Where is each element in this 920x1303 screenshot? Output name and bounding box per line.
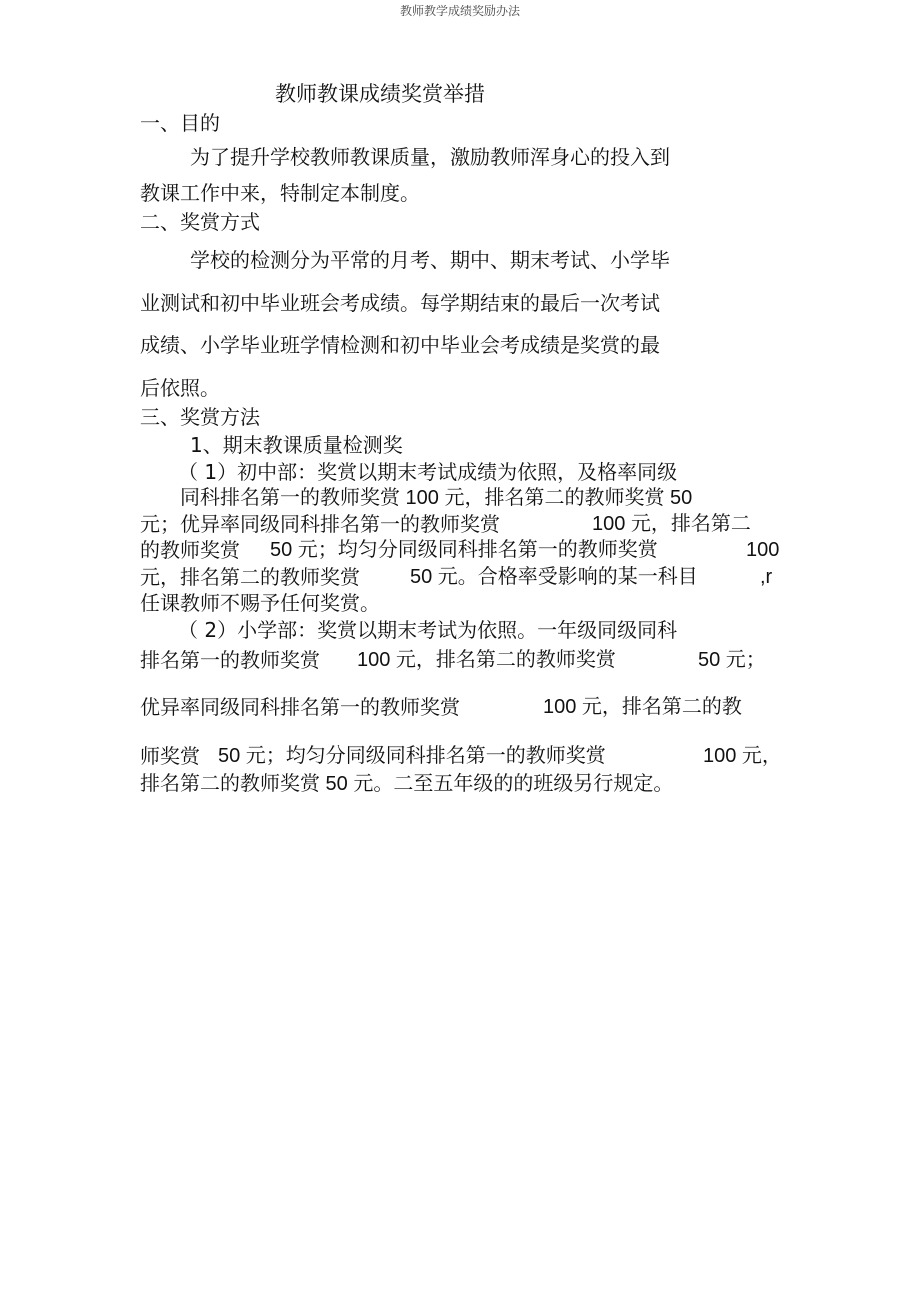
subsection-label: 1、期末教课质量检测奖 — [190, 433, 403, 457]
section-heading-rules: 三、奖赏方法 — [140, 405, 260, 429]
paragraph-line: 业测试和初中毕业班会考成绩。每学期结束的最后一次考试 — [140, 291, 660, 315]
paragraph-line-part: ,r — [760, 566, 773, 588]
paragraph-line-part: 师奖赏 — [140, 744, 200, 768]
paragraph-line-part: 50 元； — [698, 649, 766, 671]
paragraph-line-part: 50 元。合格率受影响的某一科目 — [410, 566, 698, 588]
document-title: 教师教课成绩奖赏举措 — [275, 82, 485, 106]
paragraph-line: 同科排名第一的教师奖赏 100 元，排名第二的教师奖赏 50 — [180, 487, 693, 509]
paragraph-line: （ 2）小学部：奖赏以期末考试为依照。一年级同级同科 — [178, 618, 678, 642]
paragraph-line-part: 100 元， — [703, 745, 782, 767]
paragraph-line-part: 50 元；均匀分同级同科排名第一的教师奖赏 — [270, 539, 658, 561]
paragraph-line-part: 50 元；均匀分同级同科排名第一的教师奖赏 — [218, 745, 606, 767]
paragraph-line: 任课教师不赐予任何奖赏。 — [140, 591, 380, 615]
paragraph-line-part: 的教师奖赏 — [140, 538, 240, 562]
paragraph-line-part: 100 元，排名第二的教 — [543, 696, 742, 718]
paragraph-line-part: 排名第一的教师奖赏 — [140, 648, 320, 672]
paragraph-line-part: 元，排名第二的教师奖赏 — [140, 565, 360, 589]
paragraph-line-part: 优异率同级同科排名第一的教师奖赏 — [140, 695, 460, 719]
section-heading-method: 二、奖赏方式 — [140, 210, 260, 234]
paragraph-line: 后依照。 — [140, 376, 220, 400]
paragraph-line: 为了提升学校教师教课质量，激励教师浑身心的投入到 — [190, 145, 670, 169]
paragraph-line: （ 1）初中部：奖赏以期末考试成绩为依照，及格率同级 — [178, 460, 678, 484]
running-header: 教师教学成绩奖励办法 — [399, 4, 520, 18]
paragraph-line: 排名第二的教师奖赏 50 元。二至五年级的的班级另行规定。 — [140, 773, 674, 795]
paragraph-line: 成绩、小学毕业班学情检测和初中毕业会考成绩是奖赏的最 — [140, 333, 660, 357]
paragraph-line-part: 100 — [746, 539, 780, 561]
paragraph-line-part: 元；优异率同级同科排名第一的教师奖赏 — [140, 512, 500, 536]
paragraph-line: 学校的检测分为平常的月考、期中、期末考试、小学毕 — [190, 248, 670, 272]
paragraph-line-part: 100 元，排名第二 — [592, 513, 751, 535]
paragraph-line: 教课工作中来，特制定本制度。 — [140, 181, 420, 205]
paragraph-line-part: 100 元，排名第二的教师奖赏 — [357, 649, 616, 671]
section-heading-purpose: 一、目的 — [140, 111, 220, 135]
